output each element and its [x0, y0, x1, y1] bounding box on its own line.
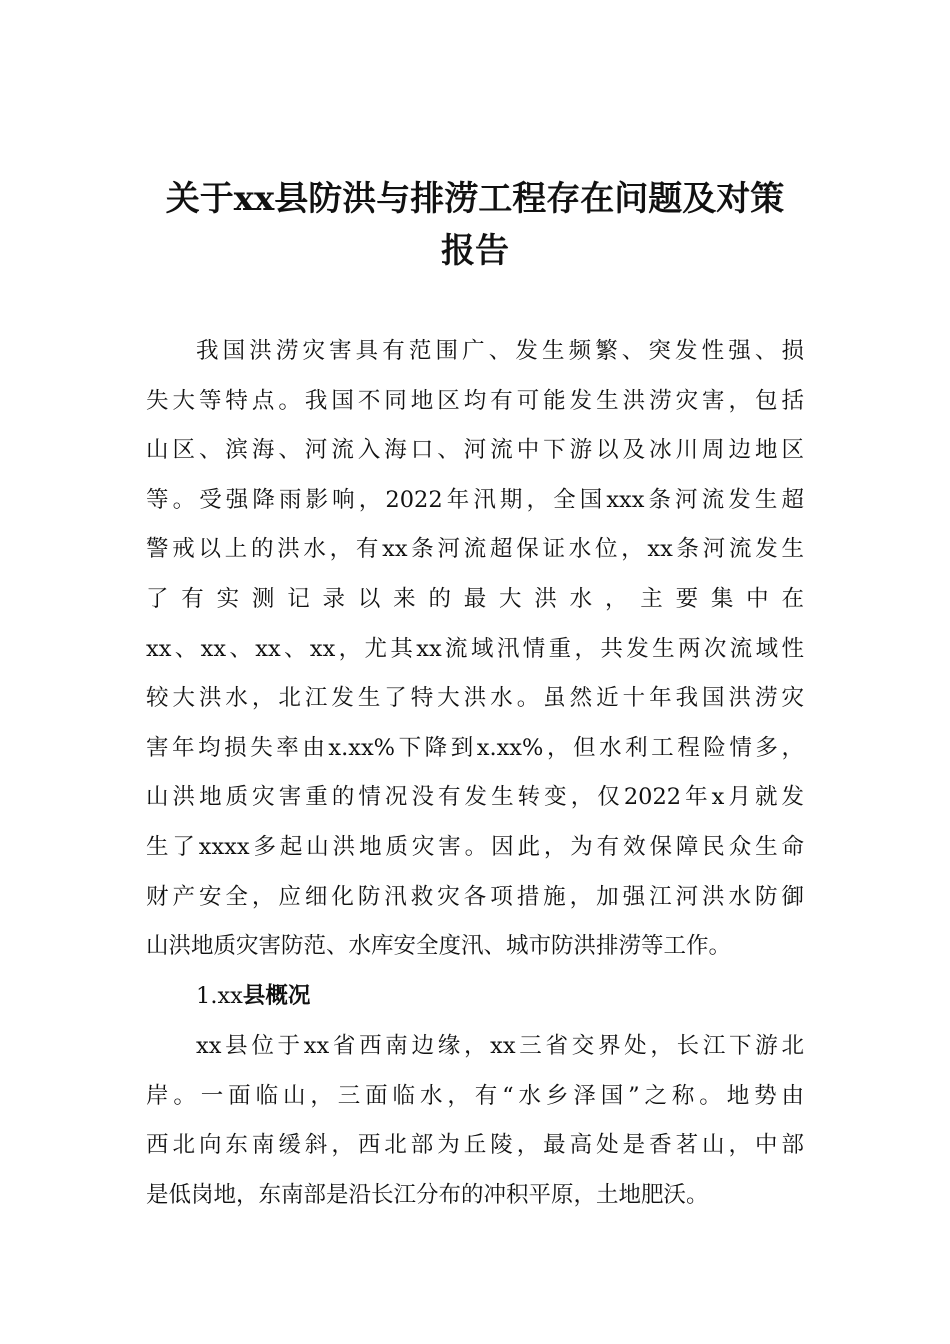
- paragraph-1-line: 等。受强降雨影响，2022年汛期，全国xxx条河流发生超: [146, 486, 804, 513]
- paragraph-1-line: 害年均损失率由x.xx%下降到x.xx%，但水利工程险情多，: [146, 734, 804, 761]
- document-title-line-2: 报告: [441, 231, 509, 271]
- paragraph-2-line: 是低岗地，东南部是沿长江分布的冲积平原，土地肥沃。: [146, 1181, 709, 1208]
- section-title: 县概况: [242, 983, 311, 1009]
- paragraph-2-line: xx县位于xx省西南边缘，xx三省交界处，长江下游北: [196, 1033, 804, 1059]
- paragraph-1-line: 了有实测记录以来的最大洪水，主要集中在: [146, 586, 804, 612]
- section-number: 1.xx: [196, 983, 243, 1009]
- paragraph-1-line: 财产安全，应细化防汛救灾各项措施，加强江河洪水防御: [146, 883, 804, 910]
- paragraph-2-line: 西北向东南缓斜，西北部为丘陵，最高处是香茗山，中部: [146, 1132, 804, 1159]
- paragraph-1-line: 失大等特点。我国不同地区均有可能发生洪涝灾害，包括: [146, 387, 804, 414]
- paragraph-1-line: 警戒以上的洪水，有xx条河流超保证水位，xx条河流发生: [146, 536, 804, 563]
- paragraph-1-line: 我国洪涝灾害具有范围广、发生频繁、突发性强、损: [196, 338, 804, 364]
- paragraph-1-line: 山洪地质灾害重的情况没有发生转变，仅2022年x月就发: [146, 784, 804, 811]
- section-heading: [196, 972, 310, 1022]
- document-title-line-1: 关于xx县防洪与排涝工程存在问题及对策: [165, 179, 785, 219]
- paragraph-1-line: 山区、滨海、河流入海口、河流中下游以及冰川周边地区: [146, 437, 804, 464]
- paragraph-1-line: 山洪地质灾害防范、水库安全度汛、城市防洪排涝等工作。: [146, 933, 732, 960]
- paragraph-1-line: 较大洪水，北江发生了特大洪水。虽然近十年我国洪涝灾: [146, 685, 804, 712]
- paragraph-1-line: xx、xx、xx、xx，尤其xx流域汛情重，共发生两次流域性: [146, 635, 804, 662]
- paragraph-2-line: 岸。一面临山，三面临水，有“水乡泽国”之称。地势由: [146, 1082, 804, 1109]
- paragraph-1-line: 生了xxxx多起山洪地质灾害。因此，为有效保障民众生命: [146, 834, 804, 860]
